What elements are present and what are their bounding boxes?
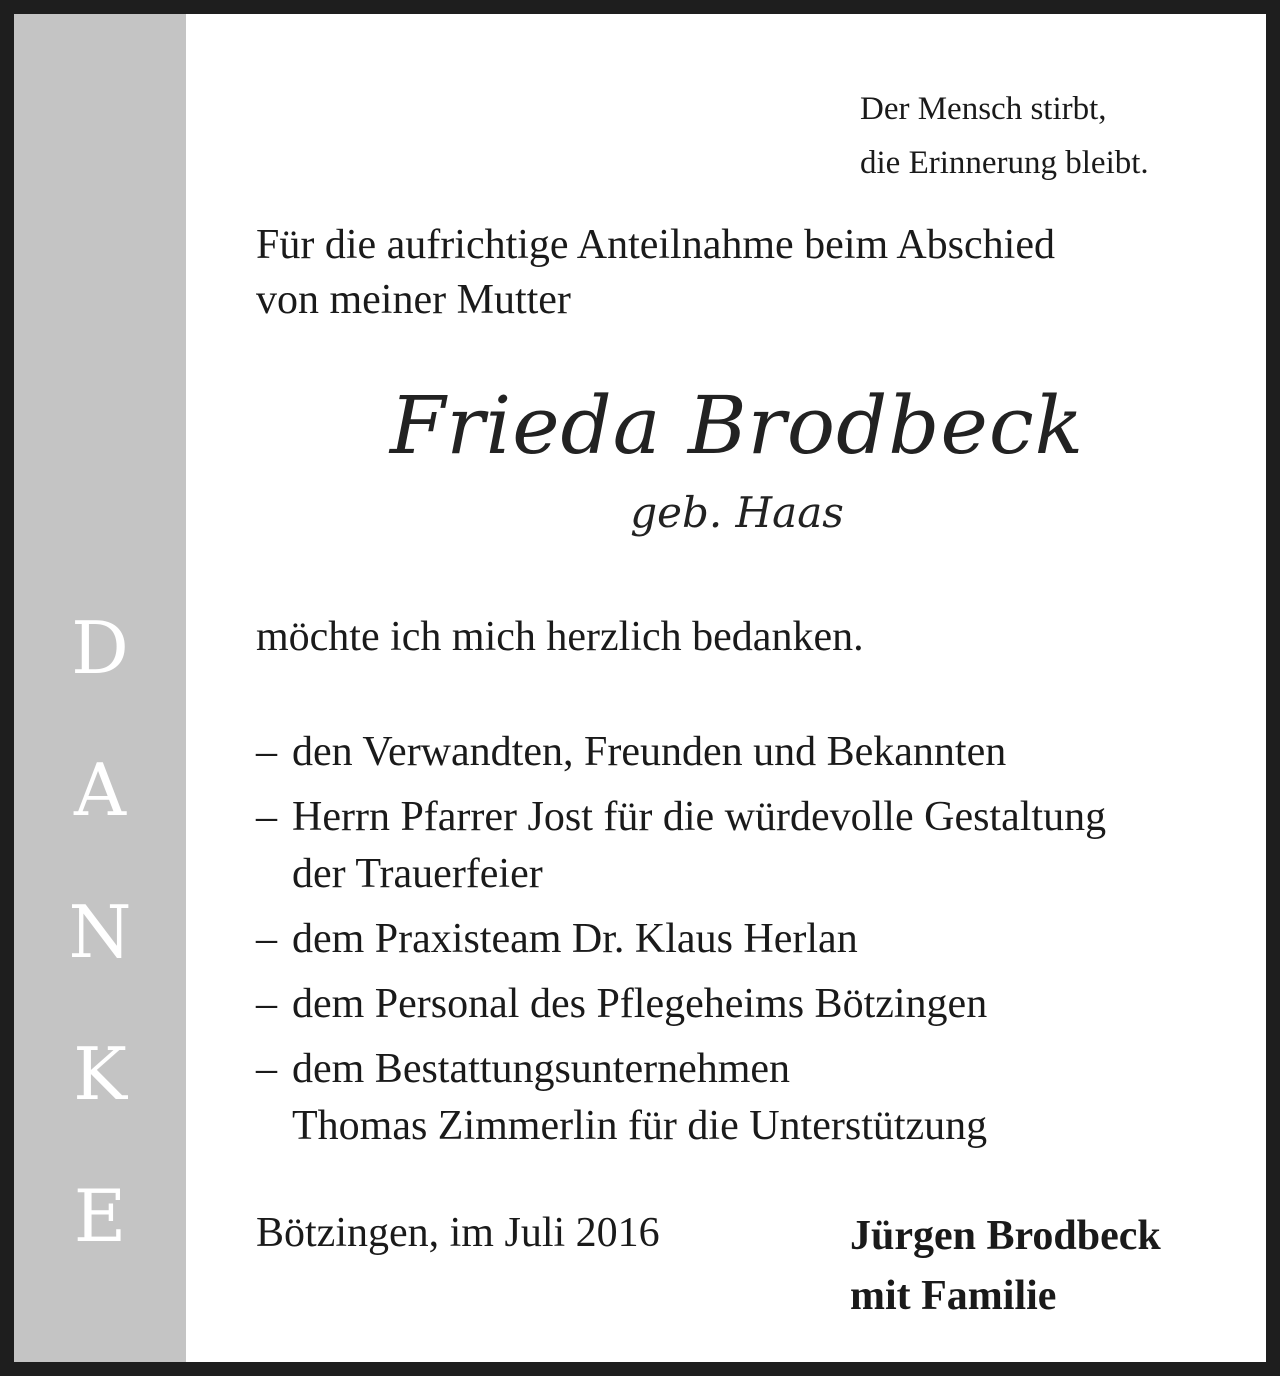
sidebar-letter-k: K [73, 1032, 127, 1116]
sidebar-letter-d: D [71, 606, 129, 690]
list-dash: – [256, 729, 277, 775]
intro-text [256, 218, 1055, 328]
list-item [256, 724, 1106, 781]
signature-name: Jürgen Brodbeck [850, 1213, 1161, 1259]
list-item-line: der Trauerfeier [292, 851, 543, 897]
list-dash: – [256, 981, 277, 1027]
thanks-line: möchte ich mich herzlich bedanken. [256, 614, 864, 660]
deceased-name: Frieda Brodbeck [389, 379, 1085, 472]
list-item-line: den Verwandten, Freunden und Bekannten [292, 729, 1007, 775]
motto-line-1: Der Mensch stirbt, [860, 91, 1107, 127]
list-dash: – [256, 1046, 277, 1092]
sidebar-letter-e: E [73, 1174, 127, 1258]
list-item-line: Thomas Zimmerlin für die Unterstützung [292, 1103, 988, 1149]
list-item-line: dem Praxisteam Dr. Klaus Herlan [292, 916, 858, 962]
motto-line-2: die Erinnerung bleibt. [860, 145, 1149, 181]
list-item-line: Herrn Pfarrer Jost für die würdevolle Gestaltung [292, 794, 1107, 840]
thanks-list [256, 724, 1106, 1163]
list-item [256, 789, 1106, 903]
list-dash: – [256, 916, 277, 962]
maiden-name: geb. Haas [630, 488, 844, 537]
list-item [256, 911, 1106, 968]
list-item [256, 1041, 1106, 1155]
sidebar-letter-a: A [74, 748, 126, 832]
danke-sidebar [14, 14, 186, 1362]
list-item-line: dem Bestattungsunternehmen [292, 1046, 791, 1092]
list-item-line: dem Personal des Pflegeheims Bötzingen [292, 981, 988, 1027]
list-item [256, 976, 1106, 1033]
sidebar-letter-n: N [68, 890, 132, 974]
intro-line-1: Für die aufrichtige Anteilnahme beim Abschied [256, 222, 1055, 268]
signature-family: mit Familie [850, 1273, 1057, 1319]
signature [850, 1206, 1161, 1326]
place-date: Bötzingen, im Juli 2016 [256, 1210, 660, 1256]
motto-quote [860, 82, 1149, 190]
intro-line-2: von meiner Mutter [256, 277, 571, 323]
list-dash: – [256, 794, 277, 840]
